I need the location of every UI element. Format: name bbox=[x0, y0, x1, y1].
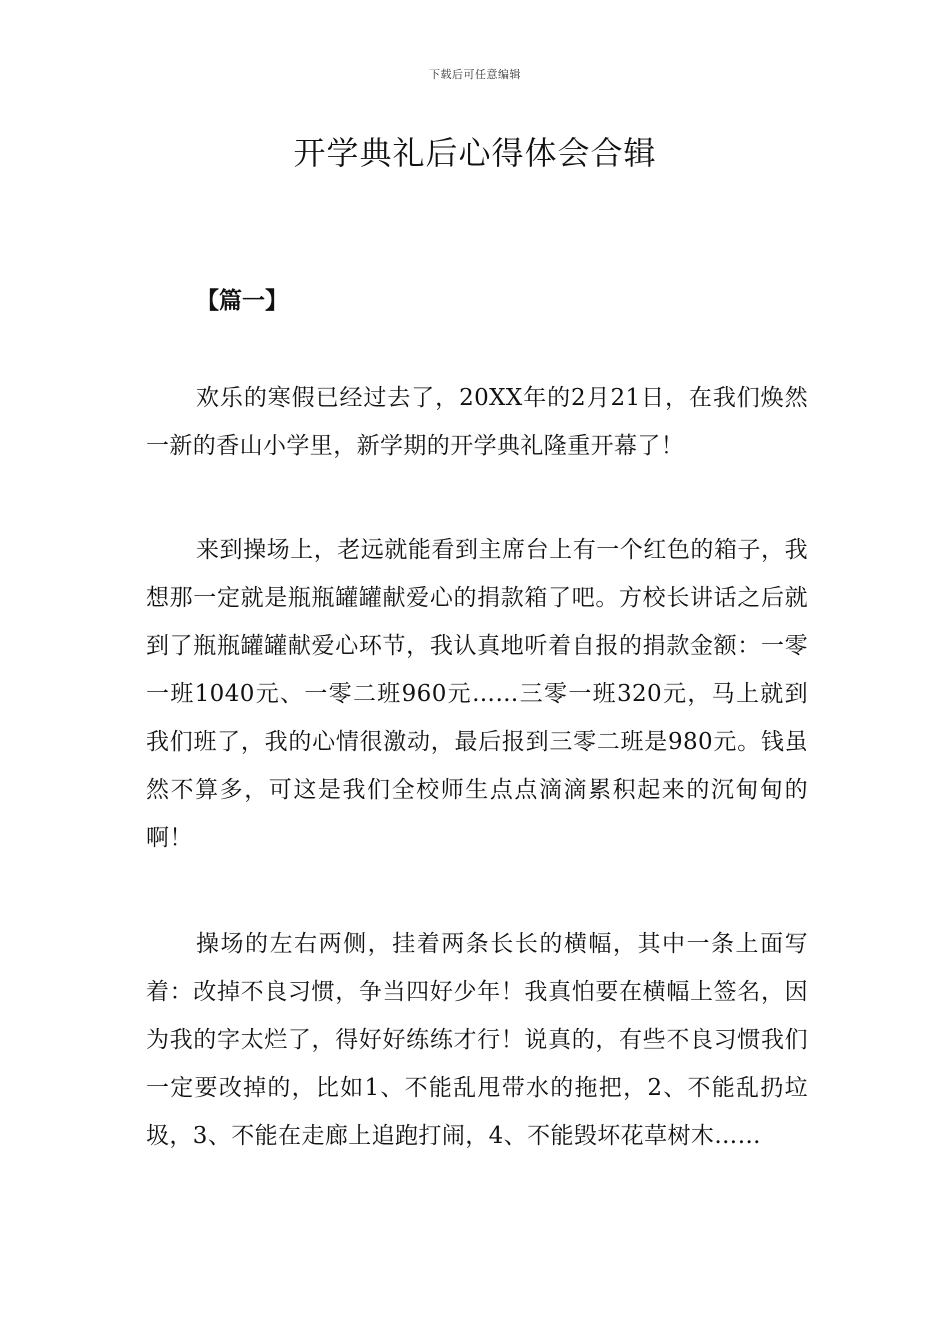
header-note: 下载后可任意编辑 bbox=[429, 68, 521, 81]
section-label: 【篇一】 bbox=[196, 288, 288, 314]
paragraph-2: 来到操场上，老远就能看到主席台上有一个红色的箱子，我想那一定就是瓶瓶罐罐献爱心的捐款箱了吧。方校长讲话之后就到了瓶瓶罐罐献爱心环节，我认真地听着自报的捐款金额：一零一班1040元、一零二班960元……三零一班320元，马上就到我们班了，我的心情很激动，最后报到三零二班是980元。钱虽然不算多，可这是我们全校师生点点滴滴累积起来的沉甸甸的啊！ bbox=[146, 537, 808, 851]
paragraph-3: 操场的左右两侧，挂着两条长长的横幅，其中一条上面写着：改掉不良习惯，争当四好少年！我真怕要在横幅上签名，因为我的字太烂了，得好好练练才行！说真的，有些不良习惯我们一定要改掉的，比如1、不能乱甩带水的拖把，2、不能乱扔垃圾，3、不能在走廊上追跑打闹，4、不能毁坏花草树木…… bbox=[146, 931, 808, 1149]
paragraph-1: 欢乐的寒假已经过去了，20XX年的2月21日，在我们焕然一新的香山小学里，新学期的开学典礼隆重开幕了！ bbox=[146, 385, 808, 459]
document-title: 开学典礼后心得体会合辑 bbox=[293, 134, 657, 172]
